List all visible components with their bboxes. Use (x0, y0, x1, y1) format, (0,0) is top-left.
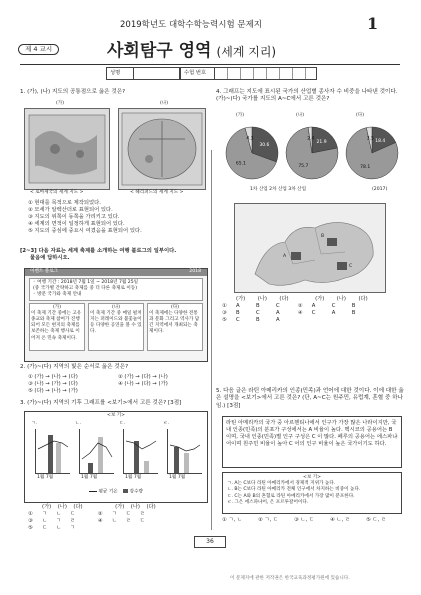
name-box (106, 67, 180, 80)
pie-value-label: 4.3 (246, 136, 254, 142)
q5-choices-box (222, 472, 402, 514)
blog-window (24, 268, 208, 362)
q5-option[interactable]: ② ㄱ, ㄷ (258, 517, 279, 523)
q4-option-row[interactable]: ① A B C ② A C B (222, 303, 356, 309)
subject-title (107, 36, 276, 61)
q5-option[interactable]: ③ ㄴ, ㄷ (294, 517, 315, 523)
q4-options (222, 296, 402, 324)
q5-option[interactable]: ① ㄱ, ㄴ (222, 517, 243, 523)
q1-map-b-drawing (119, 109, 205, 189)
q5-options (222, 517, 402, 524)
q3-options (28, 504, 208, 532)
q1-map-b-image (118, 108, 206, 190)
pie-value-label: 2.4 (307, 136, 315, 142)
blog-info-line: (중 국가별 간략하고 축제를 중 더 다른 축제로 이동) (33, 286, 138, 292)
blog-col-a-text: 이 축제 기간 중에는 고유 종교와 축제 참여가 진행되어 모든 현지의 축제를 보존하는 축제 행사로 이어져 온 민속 축제이다. (31, 310, 82, 341)
pie-label: (가) (236, 113, 245, 118)
q3-option-row[interactable]: ① ㄱ ㄴ ㄷ ② ㄱ ㄷ ㄹ (28, 511, 145, 517)
q3-option-row[interactable]: ⑤ ㄷ ㄴ ㄱ (28, 525, 76, 531)
q5-item: ㄱ. A는 C보다 라틴 아메리카에서 경제적 지위가 높다. (227, 481, 336, 487)
q3-head: (다) (146, 504, 156, 510)
pie-value-label: 30.6 (259, 142, 270, 148)
month-label: 1월 7월 (37, 475, 54, 481)
blog-col-b (88, 303, 144, 351)
q1-fig-b-label: (나) (160, 101, 169, 106)
blog-col-b-label: (나) (111, 304, 121, 310)
blog-col-b-text: 이 축제 기간 중 매일 펼쳐지는 퍼레이드와 불꽃놀이 등 다양한 공연을 볼 수 있다. (90, 310, 142, 335)
climate-graph-g (31, 421, 71, 483)
exam-number-box (180, 67, 317, 80)
q3-head: (가) (115, 504, 125, 510)
q5-stem: 5. 다음 글은 라틴 아메리카의 인종(민족)과 언어에 대한 것이다. 이에 대한 옳은 설명을 <보기>에서 고른 것은? (단, A~C는 원주민, 유럽계, 혼혈 중 하나임.) [3점] (216, 388, 404, 409)
q5-item: ㄷ. C는 A와 B의 혼혈로 라틴 아메리카에서 가장 많이 분포한다. (227, 493, 355, 499)
q1-map-a-drawing (25, 109, 109, 189)
q5-option[interactable]: ⑤ ㄷ, ㄹ (366, 517, 387, 523)
subject-sub: (세계 지리) (216, 45, 277, 59)
temp-line (80, 429, 114, 473)
q3-head: (가) (42, 504, 52, 510)
blog-columns (29, 303, 203, 351)
q2-stem: 2. (가)~(다) 지역의 빛은 순서로 옳은 것은? (20, 364, 129, 370)
name-label: 성명 (110, 70, 121, 76)
q3-graphs-box (24, 411, 208, 503)
pie-value-label: 18.4 (375, 138, 386, 144)
q4-head: (다) (279, 296, 289, 302)
blog-title: 이벤트 블로그 (30, 269, 59, 274)
pie-label: (나) (296, 113, 305, 118)
q4-pies (222, 113, 402, 197)
q1-caption-a: < 로마제국의 세계 지도 > (30, 190, 84, 195)
q4-option-row[interactable]: ⑤ C B A (222, 317, 280, 323)
q3-legend (25, 489, 207, 496)
graph-label: ㄷ. (119, 421, 125, 427)
q5-legend-title: <보 기> (302, 475, 322, 480)
q4-head: (다) (358, 296, 368, 302)
q4-head: (나) (336, 296, 346, 302)
month-label: 1월 7월 (81, 475, 98, 481)
blog-col-a (29, 303, 85, 351)
temp-line (124, 429, 158, 473)
q2-option[interactable]: ② (가) → (다) → (나) (118, 374, 168, 380)
q1-option[interactable]: ② 모세가 알렉산더로 표현되어 있다. (28, 207, 113, 213)
month-label: 1월 7월 (169, 475, 186, 481)
blog-titlebar (25, 269, 207, 276)
pie-label: (다) (356, 113, 365, 118)
q4-europe-map (234, 203, 386, 293)
map-letter: A (283, 254, 287, 259)
q4-option-row[interactable]: ③ B C A ④ C A B (222, 310, 356, 316)
column-divider (211, 150, 212, 530)
footer-page-number: 36 (194, 536, 226, 548)
q1-map-a-image (24, 108, 110, 190)
climate-graph-n (75, 421, 115, 483)
q23-intro-line1: [2~3] 다음 자료는 세계 축제를 소개하는 여행 블로그의 일부이다. (20, 248, 177, 254)
q4-head: (나) (257, 296, 267, 302)
temp-line (168, 429, 202, 473)
q5-passage-box (222, 416, 402, 468)
graph-area (167, 429, 202, 474)
q3-graph-row (25, 419, 207, 489)
q3-head: (나) (57, 504, 67, 510)
graph-area (79, 429, 114, 474)
q5-item: ㄹ. 그은 에스파냐어, 은 포르투갈어이다. (227, 499, 309, 505)
subject-main: 사회탐구 영역 (107, 41, 212, 61)
blog-col-c (147, 303, 203, 351)
q1-option[interactable]: ④ 세계의 면적이 일정하게 표현되어 있다. (28, 221, 125, 227)
graph-label: ㄴ. (75, 421, 81, 427)
month-label: 1월 7월 (125, 475, 142, 481)
europe-map-drawing (235, 204, 385, 292)
q1-option[interactable]: ⑤ 지도의 중심에 중요시 여겼음을 표현되어 있다. (28, 228, 142, 234)
legend-temp: 평균 기온 (98, 489, 118, 495)
q1-fig-a-label: (가) (56, 101, 65, 106)
q4-head: (가) (315, 296, 325, 302)
pie-value-label: 21.9 (316, 139, 327, 145)
q3-option-row[interactable]: ③ ㄴ ㄱ ㄹ ④ ㄴ ㄹ ㄷ (28, 518, 145, 524)
q5-option[interactable]: ④ ㄴ, ㄹ (330, 517, 351, 523)
q1-stem: 1. (가), (나) 지도의 공통점으로 옳은 것은? (20, 89, 126, 95)
graph-label: ㄱ. (31, 421, 37, 427)
header-rule (20, 64, 400, 65)
q5-item: ㄴ. B는 C보다 라틴 아메리카 전체 인구에서 차지하는 비중이 높다. (227, 487, 361, 493)
blog-info (29, 278, 203, 301)
q2-option[interactable]: ④ (나) → (다) → (가) (118, 381, 168, 387)
q23-intro (20, 248, 208, 262)
q4-head: (가) (236, 296, 246, 302)
q3-head: (나) (130, 504, 140, 510)
q3-stem: 3. (가)~(다) 지역의 기후 그래프를 <보기>에서 고른 것은? [3점] (20, 400, 182, 406)
graph-area (123, 429, 158, 474)
q2-option[interactable]: ① (가) → (나) → (다) (28, 374, 78, 380)
blog-year: 2018 (189, 269, 201, 274)
q2-option[interactable]: ③ (나) → (가) → (다) (28, 381, 78, 387)
q1-caption-b: < 헤리퍼드의 세계 지도 > (130, 190, 184, 195)
pie-charts (222, 121, 402, 185)
blog-info-line: ◦ 방문 국가와 축제 안내 (33, 292, 82, 298)
page-number: 1 (367, 14, 379, 33)
climate-graph-r (163, 421, 203, 483)
exam-number-label: 수험 번호 (184, 70, 207, 76)
pie-value-label: 78.1 (360, 164, 371, 170)
q3-legend-title: <보 기> (106, 413, 126, 418)
q23-intro-line2: 물음에 답하시오. (30, 255, 70, 261)
climate-graph-d (119, 421, 159, 483)
pie-value-label: 65.1 (235, 161, 246, 167)
pie-value-label: 75.7 (298, 163, 309, 169)
pie-legend: 1차 산업 2차 산업 3차 산업 (250, 187, 307, 192)
pie-value-label: 3.5 (366, 136, 374, 142)
graph-label: ㄹ. (163, 421, 169, 427)
legend-precip: 강수량 (129, 489, 143, 495)
q4-stem: 4. 그래프는 지도에 표시된 국가의 산업별 종사자 수 비중을 나타낸 것이다. (가)~(다) 국가를 지도의 A~C에서 고른 것은? (216, 89, 398, 103)
pie-unit: (2017) (372, 187, 388, 192)
footer-note: 이 문제지에 관한 저작권은 한국교육과정평가원에 있습니다. (230, 576, 350, 581)
map-letter: C (349, 264, 353, 269)
blog-col-c-text: 이 축제에는 다양한 전통과 문화 그리고 역사가 담긴 지역에서 개최되는 축제이다. (149, 310, 200, 335)
blog-col-c-label: (다) (170, 304, 180, 310)
q3-head: (다) (73, 504, 83, 510)
q1-option[interactable]: ③ 지도의 위쪽이 동쪽을 가리키고 있다. (28, 214, 120, 220)
q2-option[interactable]: ⑤ (다) → (나) → (가) (28, 388, 78, 394)
exam-title: 2019학년도 대학수학능력시험 문제지 (120, 20, 262, 30)
q1-option[interactable]: ① 현대를 목적으로 제작되었다. (28, 200, 101, 206)
period-badge: 제 4 교시 (18, 44, 59, 55)
blog-info-line: ◦ 여행 기간 : 2018년 7월 1일 ~ 2018년 7월 25일 (33, 280, 139, 285)
graph-area (35, 429, 70, 474)
q5-passage: 라틴 아메리카의 국가 중 아르헨티나에서 인구가 가장 많은 나라이지만, 국내 인종(민족)의 분포가 구성에서는 A 비율이 높다. 멕시코의 공용어는 B 이며, 국내 인종(민족)별 인구 구성은 C 이 많다. 페루의 공용어는 에스파냐어이며 원주민 비율이 높아 C 어의 인구 비율이 높은 국가이기도 하다. (226, 420, 398, 447)
q1-options (28, 200, 208, 235)
blog-col-a-label: (가) (52, 304, 62, 310)
map-letter: B (321, 234, 325, 239)
temp-line (36, 429, 70, 473)
q2-options (28, 374, 208, 395)
